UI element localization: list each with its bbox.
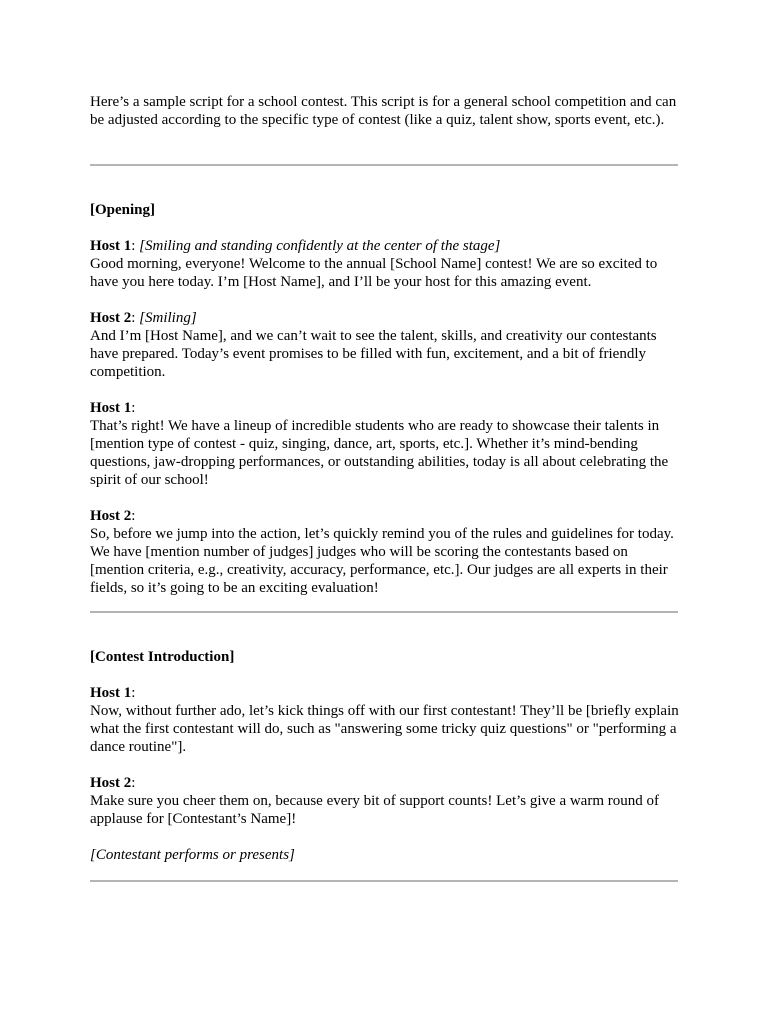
speaker-label: Host 2 (90, 775, 132, 791)
opening-heading: [Opening] (90, 202, 156, 218)
colon: : (131, 238, 136, 254)
speaker-line (90, 684, 680, 702)
stage-direction: [Smiling and standing confidently at the center of the stage] (139, 238, 501, 254)
speaker-label: Host 1 (90, 238, 132, 254)
contest-intro-heading: [Contest Introduction] (90, 649, 235, 665)
opening-entry-1 (90, 237, 680, 291)
stage-direction: [Smiling] (139, 310, 197, 326)
dialogue-text: And I’m [Host Name], and we can’t wait to see the talent, skills, and creativity our contestants have prepared. Today’s event promises to be filled with fun, excitement, and a bit of friendly competition. (90, 328, 657, 380)
colon: : (131, 400, 136, 416)
colon: : (131, 508, 136, 524)
contest-entry-1 (90, 684, 680, 756)
speaker-line (90, 399, 680, 417)
contest-closing (90, 846, 680, 864)
dialogue-text: Good morning, everyone! Welcome to the annual [School Name] contest! We are so excited to have you here today. I’m [Host Name], and I’ll be your host for this amazing event. (90, 256, 658, 290)
section-divider (90, 880, 678, 882)
opening-entry-2 (90, 309, 680, 381)
opening-entry-3 (90, 399, 680, 489)
speaker-label: Host 2 (90, 508, 132, 524)
dialogue-text: Make sure you cheer them on, because every bit of support counts! Let’s give a warm round of applause for [Contestant’s Name]! (90, 793, 659, 827)
speaker-line (90, 774, 680, 792)
section-divider (90, 611, 678, 613)
stage-direction: [Contestant performs or presents] (90, 847, 295, 863)
section-divider (90, 164, 678, 166)
dialogue-text: So, before we jump into the action, let’s quickly remind you of the rules and guidelines for today. We have [mention number of judges] judges who will be scoring the contestants based on [mention criteria, e.g., creativity, accuracy, performance, etc.]. Our judges are all experts in their fields, so it’s going to be an exciting evaluation! (90, 526, 674, 596)
dialogue-text: That’s right! We have a lineup of incredible students who are ready to showcase their talents in [mention type of contest - quiz, singing, dance, art, sports, etc.]. Whether it’s mind-bending questions, jaw-dropping performances, or outstanding abilities, today is all about celebrating the spirit of our school! (90, 418, 669, 488)
intro-paragraph: Here’s a sample script for a school contest. This script is for a general school competition and can be adjusted according to the specific type of contest (like a quiz, talent show, sports event, etc.). (90, 94, 677, 128)
speaker-line (90, 237, 680, 255)
opening-entry-4 (90, 507, 680, 597)
speaker-label: Host 1 (90, 685, 132, 701)
opening-section (90, 201, 680, 597)
speaker-label: Host 2 (90, 310, 132, 326)
colon: : (131, 685, 136, 701)
dialogue-text: Now, without further ado, let’s kick things off with our first contestant! They’ll be [briefly explain what the first contestant will do, such as "answering some tricky quiz questions" or "performing a dance routine"]. (90, 703, 679, 755)
speaker-line (90, 309, 680, 327)
speaker-line (90, 507, 680, 525)
colon: : (131, 310, 136, 326)
speaker-label: Host 1 (90, 400, 132, 416)
contest-intro-section (90, 648, 680, 864)
colon: : (131, 775, 136, 791)
contest-entry-2 (90, 774, 680, 828)
